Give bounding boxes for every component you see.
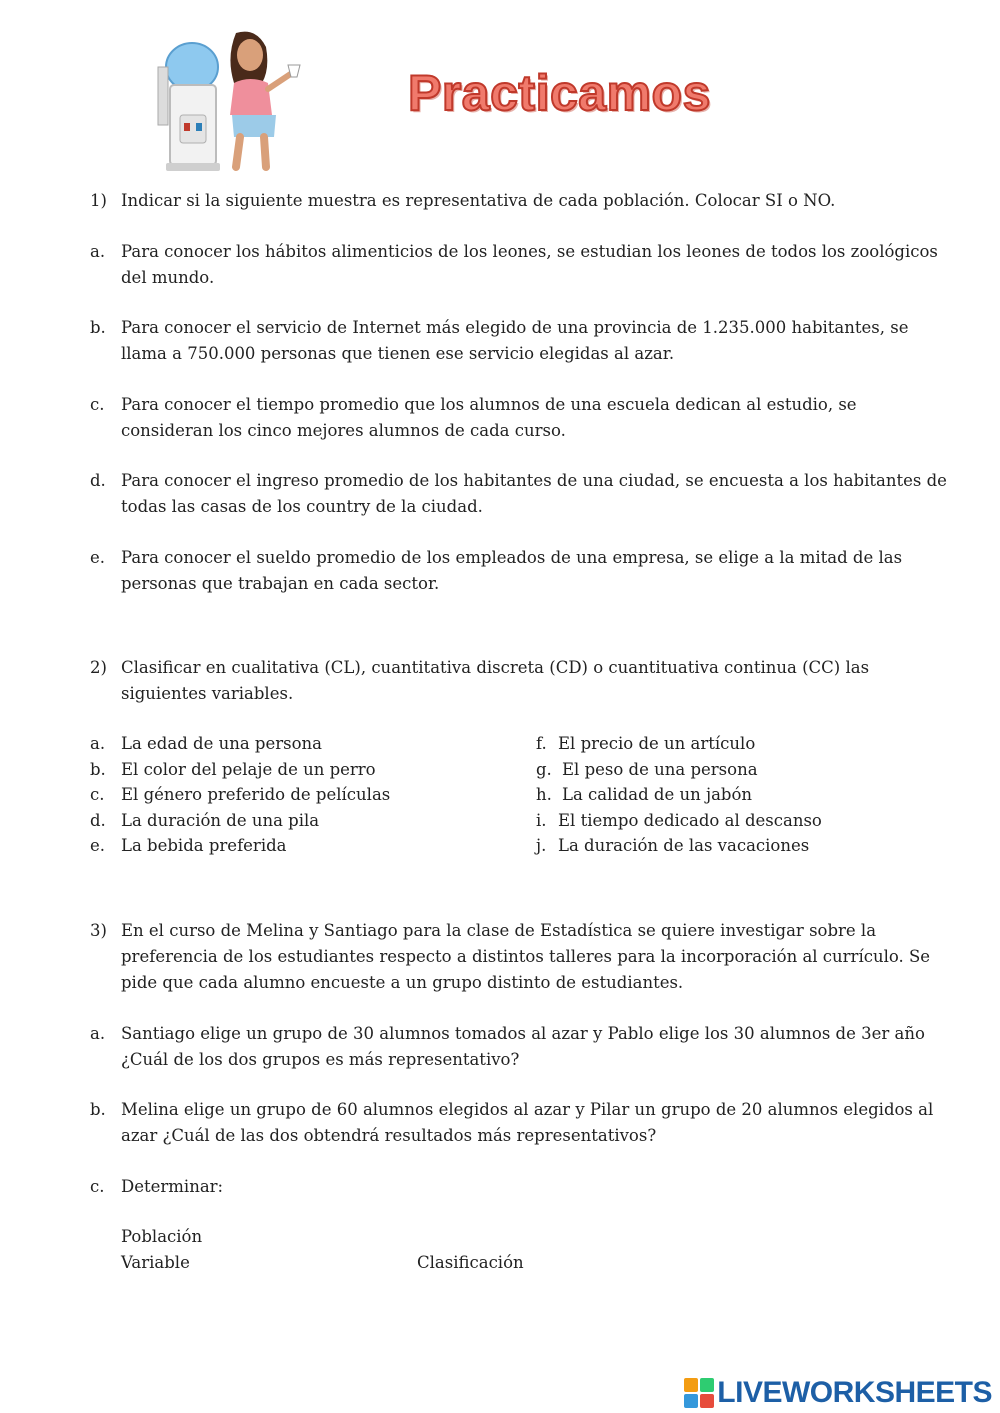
item-letter: d. bbox=[90, 810, 106, 830]
list-item bbox=[536, 731, 936, 757]
item-text: Para conocer los hábitos alimenticios de los leones, se estudian los leones de todos los zoológicos del mundo. bbox=[121, 242, 938, 287]
item-text: El tiempo dedicado al descanso bbox=[558, 810, 822, 830]
item-letter: a. bbox=[90, 734, 106, 753]
item-text: La duración de las vacaciones bbox=[558, 836, 810, 855]
item-text: La bebida preferida bbox=[121, 836, 287, 855]
item-letter: a. bbox=[90, 1024, 106, 1043]
item-letter: h. bbox=[536, 785, 552, 804]
list-item bbox=[90, 757, 510, 783]
page-title: Practicamos bbox=[408, 65, 711, 121]
item-text: Para conocer el tiempo promedio que los alumnos de una escuela dedican al estudio, se consideran los cinco mejores alumnos de cada curso. bbox=[121, 395, 857, 440]
item-text: Para conocer el sueldo promedio de los empleados de una empresa, se elige a la mitad de las personas que trabajan en cada sector. bbox=[121, 548, 903, 593]
item-text: El color del pelaje de un perro bbox=[121, 759, 376, 779]
item-text: Para conocer el ingreso promedio de los habitantes de una ciudad, se encuesta a los habitantes de todas las casas de los country de la ciudad. bbox=[121, 471, 947, 516]
item-letter: b. bbox=[90, 1100, 106, 1119]
list-item bbox=[90, 833, 510, 859]
item-text: El género preferido de películas bbox=[121, 785, 391, 804]
item-text: La duración de una pila bbox=[121, 810, 320, 830]
question-3 bbox=[90, 918, 950, 996]
question-prompt: Indicar si la siguiente muestra es representativa de cada población. Colocar SI o NO. bbox=[121, 191, 836, 210]
question-number: 1) bbox=[90, 191, 107, 210]
list-item bbox=[536, 833, 936, 859]
question-prompt: En el curso de Melina y Santiago para la clase de Estadística se quiere investigar sobre la preferencia de los estudiantes respecto a distintos talleres para la incorporación al currículo. Se pide que cada alumno encueste a un grupo distinto de estudiantes. bbox=[121, 921, 931, 992]
item-letter: c. bbox=[90, 395, 105, 414]
variables-right-column bbox=[536, 731, 936, 859]
item-text: El peso de una persona bbox=[562, 759, 758, 779]
item-letter: c. bbox=[90, 1177, 105, 1196]
item-letter: e. bbox=[90, 548, 106, 567]
question-prompt: Clasificar en cualitativa (CL), cuantitativa discreta (CD) o cuantituativa continua (CC) las siguientes variables. bbox=[121, 658, 870, 703]
clasificacion-label: Clasificación bbox=[417, 1253, 524, 1272]
item-text: Para conocer el servicio de Internet más elegido de una provincia de 1.235.000 habitantes, se llama a 750.000 personas que tienen ese servicio elegidas al azar. bbox=[121, 318, 909, 363]
list-item bbox=[90, 239, 950, 291]
list-item bbox=[90, 315, 950, 367]
list-item bbox=[90, 782, 510, 808]
list-item bbox=[90, 808, 510, 834]
item-text: La calidad de un jabón bbox=[562, 785, 753, 804]
question-1 bbox=[90, 188, 950, 214]
item-letter: i. bbox=[536, 810, 547, 830]
list-item bbox=[90, 1097, 950, 1149]
poblacion-label: Población bbox=[121, 1227, 203, 1246]
item-letter: e. bbox=[90, 836, 106, 855]
list-item bbox=[90, 731, 510, 757]
item-text: Melina elige un grupo de 60 alumnos elegidos al azar y Pilar un grupo de 20 alumnos elegidos al azar ¿Cuál de las dos obtendrá resultados más representativos? bbox=[121, 1100, 934, 1145]
item-text: La edad de una persona bbox=[121, 734, 322, 753]
item-text: El precio de un artículo bbox=[558, 734, 756, 753]
item-letter: f. bbox=[536, 734, 547, 753]
item-text: Determinar: bbox=[121, 1177, 224, 1196]
logo-text: LIVEWORKSHEETS bbox=[717, 1376, 992, 1409]
list-item bbox=[536, 808, 936, 834]
item-letter: c. bbox=[90, 785, 105, 804]
list-item bbox=[536, 757, 936, 783]
item-letter: a. bbox=[90, 242, 106, 261]
list-item bbox=[90, 1021, 950, 1073]
variable-label: Variable bbox=[121, 1253, 190, 1272]
item-letter: b. bbox=[90, 759, 106, 779]
item-letter: g. bbox=[536, 759, 552, 779]
variables-left-column bbox=[90, 731, 510, 859]
list-item bbox=[90, 545, 950, 597]
question-number: 3) bbox=[90, 921, 107, 940]
list-item bbox=[90, 392, 950, 444]
item-letter: j. bbox=[536, 836, 547, 855]
item-letter: b. bbox=[90, 318, 106, 337]
list-item bbox=[90, 1174, 950, 1200]
question-number: 2) bbox=[90, 658, 107, 677]
item-text: Santiago elige un grupo de 30 alumnos tomados al azar y Pablo elige los 30 alumnos de 3er año ¿Cuál de los dos grupos es más representativo? bbox=[121, 1024, 925, 1069]
list-item bbox=[536, 782, 936, 808]
liveworksheets-logo bbox=[684, 1376, 992, 1410]
item-letter: d. bbox=[90, 471, 106, 490]
question-2 bbox=[90, 655, 950, 707]
logo-grid-icon bbox=[684, 1378, 714, 1408]
list-item bbox=[90, 468, 950, 520]
header-illustration bbox=[150, 25, 310, 177]
